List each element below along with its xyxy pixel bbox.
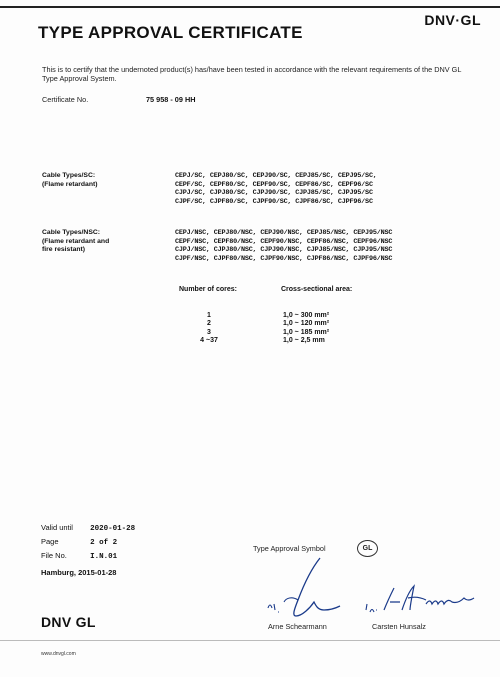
- page-row: [41, 537, 117, 547]
- signature-left-image: [262, 556, 342, 626]
- area-value: 1,0 ~ 185 mm²: [283, 328, 330, 336]
- signature-right-image: [362, 580, 480, 620]
- cores-header: Number of cores:: [179, 286, 237, 293]
- area-value: 1,0 ~ 120 mm²: [283, 320, 330, 328]
- top-rule: [0, 6, 500, 8]
- place-date: Hamburg, 2015-01-28: [41, 568, 117, 577]
- intro-text: This is to certify that the undernoted product(s) has/have been tested in accordance with the relevant requirements of the DNV GL Type Approval System.: [42, 65, 462, 83]
- sc-cable-types: [175, 172, 377, 207]
- signatory-right-name: Carsten Hunsalz: [372, 622, 426, 631]
- cores-value: 2: [207, 320, 211, 328]
- valid-until-row: [41, 523, 135, 533]
- page-label: Page: [41, 537, 59, 546]
- type-approval-symbol-label: Type Approval Symbol: [253, 544, 326, 553]
- certificate-no-label: Certificate No.: [42, 95, 89, 104]
- brand-logo-top: DNV·GL: [424, 12, 481, 28]
- footer-rule: [0, 640, 500, 641]
- area-value: 1,0 ~ 300 mm²: [283, 312, 330, 319]
- nsc-label: [42, 229, 109, 255]
- nsc-type-line: CJPF/NSC, CJPF80/NSC, CJPF90/NSC, CJPF86/NSC, CJPF96/NSC: [175, 255, 393, 264]
- footer-url: www.dnvgl.com: [41, 651, 76, 657]
- cores-column: [189, 312, 229, 345]
- nsc-cable-types: [175, 229, 392, 264]
- sc-label-line: Cable Types/SC:: [42, 172, 96, 179]
- valid-until-value: 2020-01-28: [90, 525, 136, 533]
- valid-until-label: Valid until: [41, 523, 73, 532]
- sc-type-line: CEPF/SC, CEPF80/SC, CEPF90/SC, CEPF86/SC, CEPF96/SC: [175, 180, 373, 189]
- certificate-no-value: 75 958 - 09 HH: [146, 95, 196, 104]
- nsc-type-line: CEPJ/NSC, CEPJ80/NSC, CEPJ90/NSC, CEPJ85/NSC, CEPJ95/NSC: [175, 229, 393, 237]
- signatory-left-name: Arne Schearmann: [268, 622, 327, 631]
- file-no-value: I.N.01: [90, 553, 118, 561]
- file-no-row: [41, 551, 117, 561]
- sc-type-line: CEPJ/SC, CEPJ80/SC, CEPJ90/SC, CEPJ85/SC, CEPJ95/SC,: [175, 172, 377, 180]
- cores-value: 3: [207, 328, 211, 336]
- nsc-label-line: (Flame retardant and: [42, 237, 110, 245]
- area-column: [283, 312, 329, 345]
- sc-label-line: (Flame retardant): [42, 180, 98, 188]
- sc-label: [42, 172, 98, 189]
- nsc-label-line: Cable Types/NSC:: [42, 229, 101, 236]
- nsc-type-line: CJPJ/NSC, CJPJ80/NSC, CJPJ90/NSC, CJPJ85/NSC, CJPJ95/NSC: [175, 246, 393, 255]
- nsc-type-line: CEPF/NSC, CEPF80/NSC, CEPF90/NSC, CEPF86/NSC, CEPF96/NSC: [175, 237, 393, 246]
- page-title: TYPE APPROVAL CERTIFICATE: [38, 23, 303, 42]
- cores-value: 4 ~37: [200, 336, 218, 344]
- nsc-label-line: fire resistant): [42, 246, 86, 254]
- area-header: Cross-sectional area:: [281, 286, 353, 293]
- sc-type-line: CJPF/SC, CJPF80/SC, CJPF90/SC, CJPF86/SC, CJPF96/SC: [175, 198, 373, 207]
- cores-value: 1: [207, 312, 211, 319]
- area-value: 1,0 ~ 2,5 mm: [283, 336, 325, 344]
- gl-approval-mark: GL: [357, 540, 378, 557]
- sc-type-line: CJPJ/SC, CJPJ80/SC, CJPJ90/SC, CJPJ85/SC, CJPJ95/SC: [175, 189, 373, 198]
- file-no-label: File No.: [41, 551, 67, 560]
- page-value: 2 of 2: [90, 539, 118, 547]
- brand-logo-bottom: DNV GL: [41, 614, 96, 630]
